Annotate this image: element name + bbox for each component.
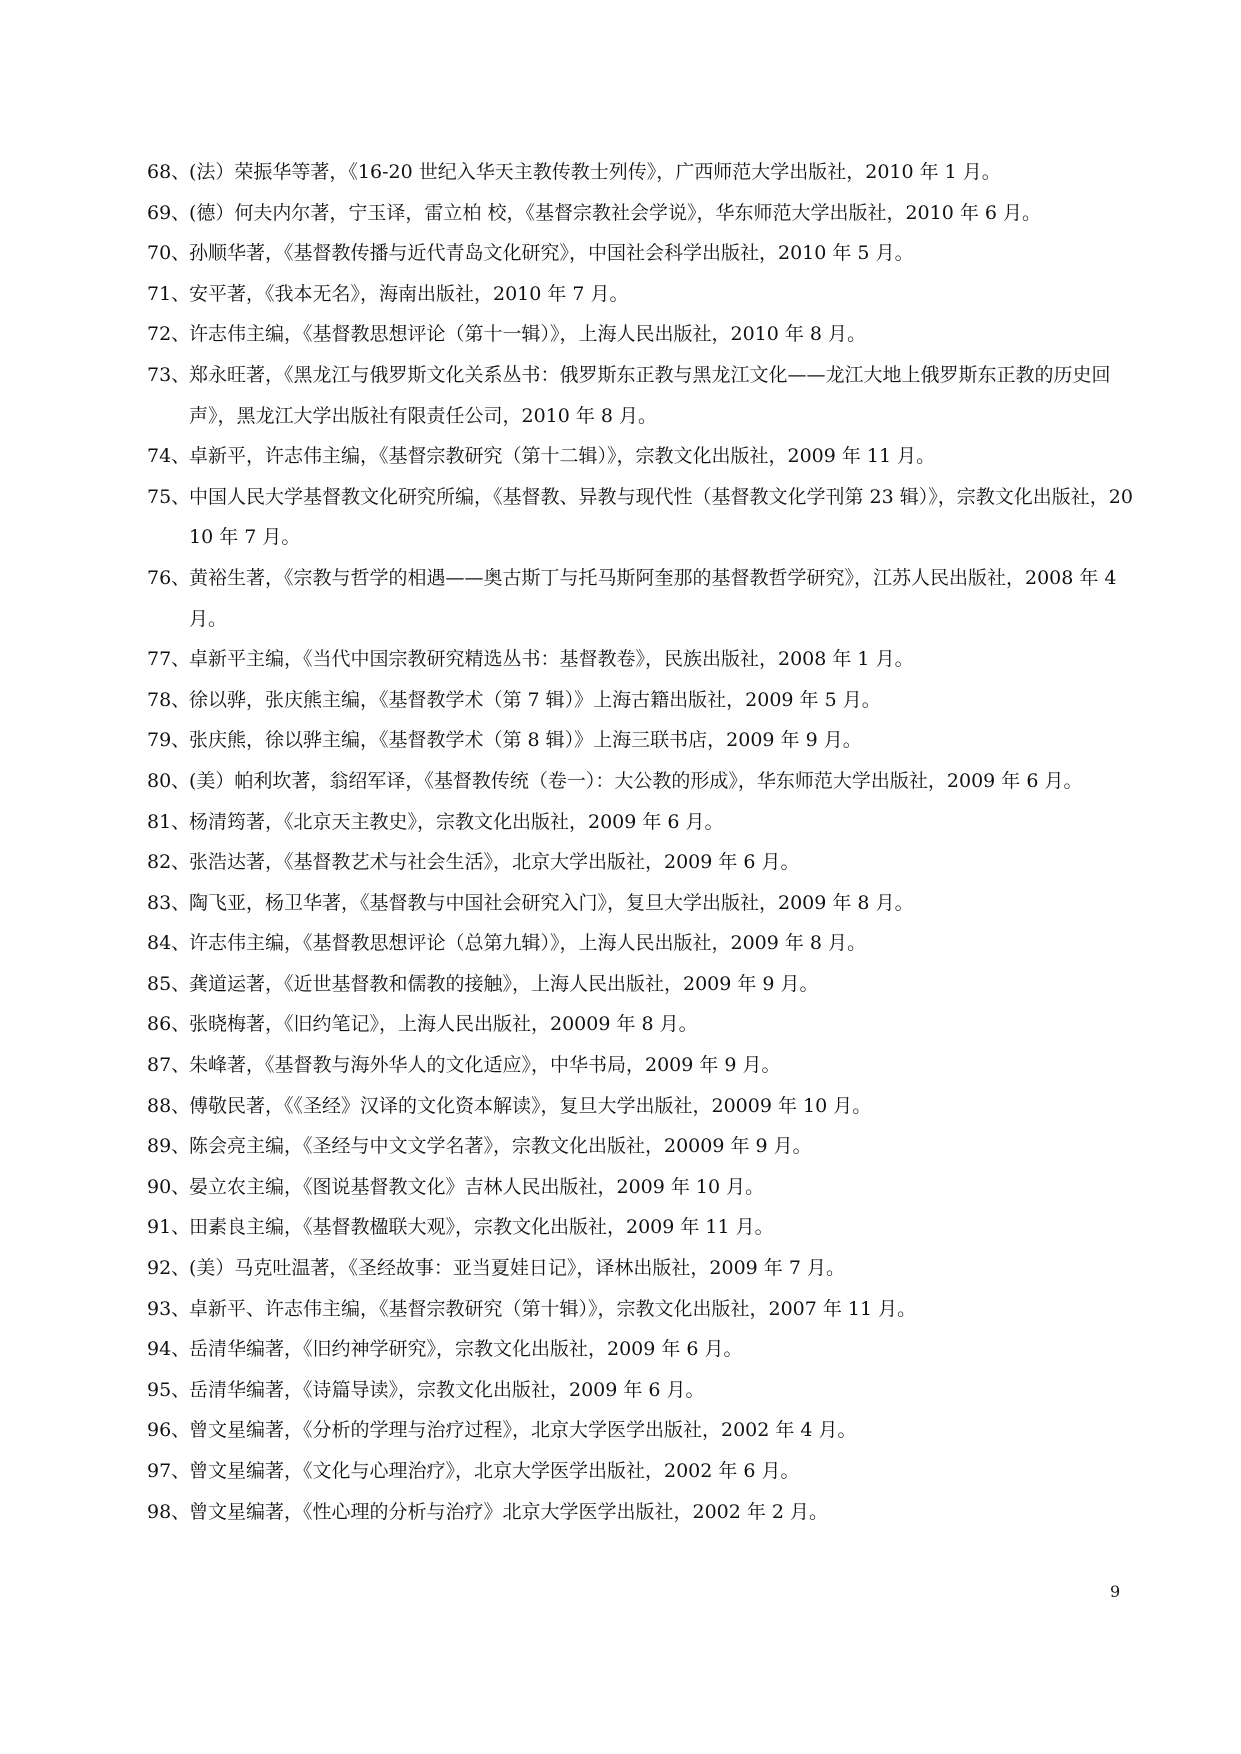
bibliography-list: [0, 152, 1241, 1532]
entry-number: 84、: [147, 932, 191, 955]
entry-text: 张晓梅著，《旧约笔记》，上海人民出版社，20009 年 8 月。: [189, 1013, 698, 1036]
entry-number: 81、: [147, 810, 191, 833]
entry-number: 94、: [147, 1338, 191, 1361]
bibliography-entry: [0, 802, 1241, 843]
entry-text: 许志伟主编，《基督教思想评论（第十一辑）》，上海人民出版社，2010 年 8 月。: [189, 323, 867, 346]
entry-text: 郑永旺著，《黑龙江与俄罗斯文化关系丛书：俄罗斯东正教与黑龙江文化——龙江大地上俄罗斯东正教的历史回声》，黑龙江大学出版社有限责任公司，2010 年 8 月。: [189, 363, 1111, 427]
bibliography-entry: [0, 720, 1241, 761]
entry-text: 陈会亮主编，《圣经与中文文学名著》，宗教文化出版社，20009 年 9 月。: [189, 1135, 812, 1158]
entry-number: 85、: [147, 972, 191, 995]
bibliography-entry: [0, 964, 1241, 1005]
entry-text: 张庆熊，徐以骅主编，《基督教学术（第 8 辑）》上海三联书店，2009 年 9 月。: [189, 729, 862, 752]
bibliography-entry: [0, 680, 1241, 721]
bibliography-entry: [0, 314, 1241, 355]
entry-number: 71、: [147, 282, 191, 305]
entry-number: 74、: [147, 445, 191, 468]
entry-text: 朱峰著，《基督教与海外华人的文化适应》，中华书局，2009 年 9 月。: [189, 1054, 781, 1077]
entry-text: 岳清华编著，《诗篇导读》，宗教文化出版社，2009 年 6 月。: [189, 1378, 705, 1401]
bibliography-entry: [0, 355, 1241, 436]
entry-text: 晏立农主编，《图说基督教文化》吉林人民出版社，2009 年 10 月。: [189, 1175, 765, 1198]
bibliography-entry: [0, 436, 1241, 477]
entry-number: 69、: [147, 201, 191, 224]
entry-number: 95、: [147, 1378, 191, 1401]
entry-number: 87、: [147, 1054, 191, 1077]
bibliography-entry: [0, 1370, 1241, 1411]
entry-text: 龚道运著，《近世基督教和儒教的接触》，上海人民出版社，2009 年 9 月。: [189, 972, 819, 995]
bibliography-entry: [0, 1492, 1241, 1533]
entry-text: 张浩达著，《基督教艺术与社会生活》，北京大学出版社，2009 年 6 月。: [189, 851, 800, 874]
entry-text: (美）帕利坎著，翁绍军译，《基督教传统（卷一）：大公教的形成》，华东师范大学出版社，2009 年 6 月。: [189, 769, 1083, 792]
entry-number: 70、: [147, 242, 191, 265]
entry-number: 89、: [147, 1135, 191, 1158]
entry-text: 安平著，《我本无名》，海南出版社，2010 年 7 月。: [189, 282, 629, 305]
bibliography-entry: [0, 233, 1241, 274]
entry-text: 陶飞亚，杨卫华著，《基督教与中国社会研究入门》，复旦大学出版社，2009 年 8 月。: [189, 891, 914, 914]
bibliography-entry: [0, 193, 1241, 234]
entry-text: 曾文星编著，《分析的学理与治疗过程》，北京大学医学出版社，2002 年 4 月。: [189, 1419, 857, 1442]
entry-text: 许志伟主编，《基督教思想评论（总第九辑）》，上海人民出版社，2009 年 8 月。: [189, 932, 867, 955]
bibliography-entry: [0, 883, 1241, 924]
bibliography-entry: [0, 1248, 1241, 1289]
bibliography-entry: [0, 1167, 1241, 1208]
bibliography-entry: [0, 842, 1241, 883]
bibliography-entry: [0, 1126, 1241, 1167]
bibliography-entry: [0, 1410, 1241, 1451]
entry-text: 徐以骅，张庆熊主编，《基督教学术（第 7 辑）》上海古籍出版社，2009 年 5 月。: [189, 688, 881, 711]
bibliography-entry: [0, 274, 1241, 315]
entry-number: 88、: [147, 1094, 191, 1117]
entry-number: 86、: [147, 1013, 191, 1036]
entry-text: 黄裕生著，《宗教与哲学的相遇——奥古斯丁与托马斯阿奎那的基督教哲学研究》，江苏人民出版社，2008 年 4 月。: [189, 566, 1117, 630]
entry-number: 97、: [147, 1460, 191, 1482]
bibliography-entry: [0, 1004, 1241, 1045]
bibliography-entry: [0, 152, 1241, 193]
bibliography-entry: [0, 1289, 1241, 1330]
entry-text: 杨清筠著，《北京天主教史》，宗教文化出版社，2009 年 6 月。: [189, 810, 724, 833]
entry-text: 曾文星编著，《性心理的分析与治疗》北京大学医学出版社，2002 年 2 月。: [189, 1500, 829, 1523]
entry-number: 92、: [147, 1257, 191, 1280]
entry-text: 卓新平、许志伟主编，《基督宗教研究（第十辑）》，宗教文化出版社，2007 年 11 月。: [189, 1297, 917, 1320]
entry-text: 卓新平，许志伟主编，《基督宗教研究（第十二辑）》，宗教文化出版社，2009 年 11 月。: [189, 445, 936, 468]
entry-number: 90、: [147, 1175, 191, 1198]
bibliography-entry: [0, 1451, 1241, 1492]
bibliography-entry: [0, 558, 1241, 639]
entry-number: 83、: [147, 891, 191, 914]
entry-text: 中国人民大学基督教文化研究所编，《基督教、异教与现代性（基督教文化学刊第 23 辑）》，宗教文化出版社，2010 年 7 月。: [189, 485, 1133, 549]
bibliography-entry: [0, 1086, 1241, 1127]
bibliography-entry: [0, 1329, 1241, 1370]
entry-number: 76、: [147, 566, 191, 589]
bibliography-entry: [0, 761, 1241, 802]
entry-number: 75、: [147, 485, 191, 508]
entry-text: 孙顺华著，《基督教传播与近代青岛文化研究》，中国社会科学出版社，2010 年 5 月。: [189, 242, 914, 265]
entry-text: 岳清华编著，《旧约神学研究》，宗教文化出版社，2009 年 6 月。: [189, 1338, 743, 1361]
entry-number: 77、: [147, 648, 191, 671]
entry-number: 80、: [147, 769, 191, 792]
entry-number: 82、: [147, 851, 191, 874]
entry-number: 98、: [147, 1500, 191, 1523]
entry-number: 68、: [147, 161, 191, 183]
entry-text: 卓新平主编，《当代中国宗教研究精选丛书：基督教卷》，民族出版社，2008 年 1 月。: [189, 648, 914, 671]
entry-text: 田素良主编，《基督教楹联大观》，宗教文化出版社，2009 年 11 月。: [189, 1216, 774, 1239]
bibliography-entry: [0, 477, 1241, 558]
bibliography-entry: [0, 639, 1241, 680]
entry-text: (美）马克吐温著，《圣经故事：亚当夏娃日记》，译林出版社，2009 年 7 月。: [189, 1257, 845, 1280]
entry-text: 傅敬民著，《《圣经》汉译的文化资本解读》，复旦大学出版社，20009 年 10 月。: [189, 1094, 872, 1117]
entry-number: 93、: [147, 1297, 191, 1320]
bibliography-entry: [0, 923, 1241, 964]
bibliography-entry: [0, 1207, 1241, 1248]
entry-number: 91、: [147, 1216, 191, 1239]
entry-number: 96、: [147, 1419, 191, 1442]
entry-number: 79、: [147, 729, 191, 752]
page-number: 9: [1110, 1582, 1121, 1601]
entry-text: (德）何夫内尔著，宁玉译，雷立柏 校，《基督宗教社会学说》，华东师范大学出版社，2010 年 6 月。: [189, 201, 1042, 224]
entry-number: 78、: [147, 688, 191, 711]
entry-text: (法）荣振华等著，《16-20 世纪入华天主教传教士列传》，广西师范大学出版社，2010 年 1 月。: [189, 161, 1001, 183]
entry-number: 73、: [147, 363, 191, 386]
entry-text: 曾文星编著，《文化与心理治疗》，北京大学医学出版社，2002 年 6 月。: [189, 1460, 800, 1482]
bibliography-entry: [0, 1045, 1241, 1086]
entry-number: 72、: [147, 323, 191, 346]
